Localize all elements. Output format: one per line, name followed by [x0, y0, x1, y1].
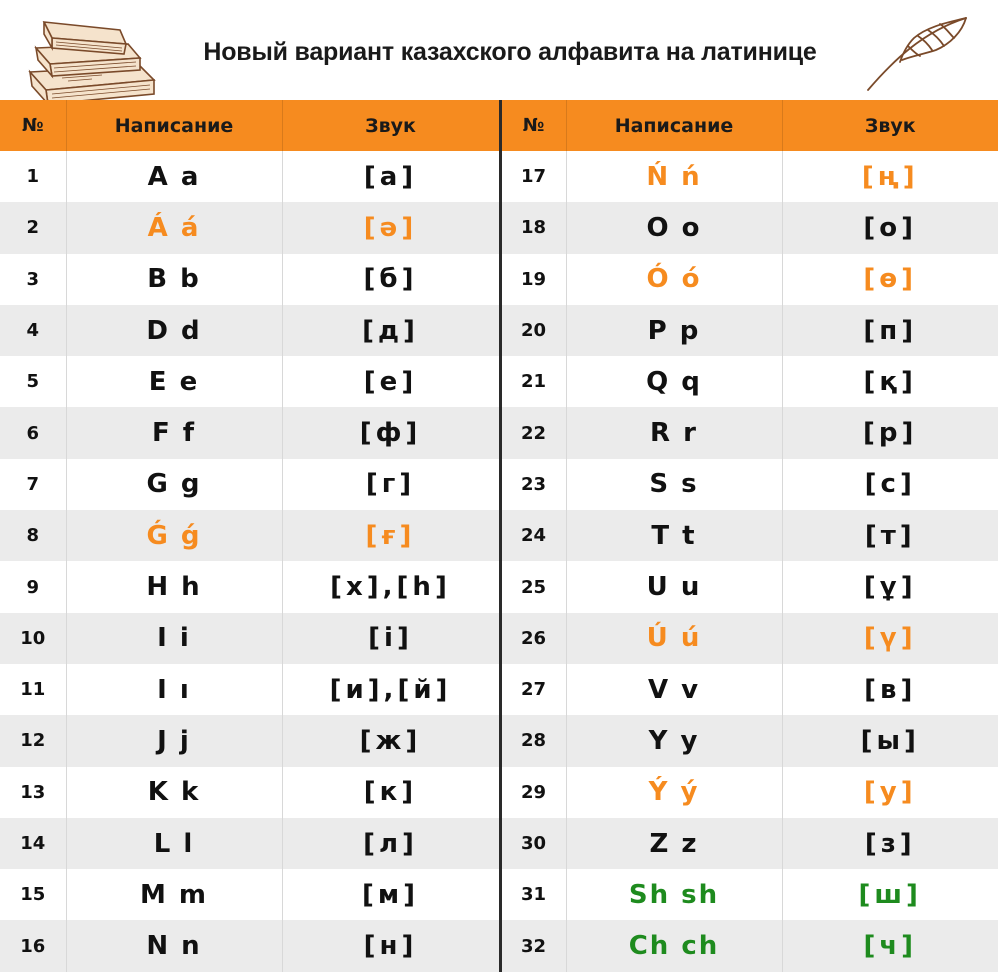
letter-number-right: 21: [500, 356, 566, 407]
letter-number-right: 18: [500, 202, 566, 253]
letter-sound-left: [д]: [282, 305, 500, 356]
letter-sound-left: [а]: [282, 151, 500, 202]
letter-number-right: 27: [500, 664, 566, 715]
letter-sound-left: [б]: [282, 254, 500, 305]
letter-spelling-left: J j: [66, 715, 282, 766]
letter-sound-right: [п]: [782, 305, 998, 356]
letter-number-right: 23: [500, 459, 566, 510]
alphabet-table: [0, 100, 998, 972]
letter-sound-right: [ұ]: [782, 561, 998, 612]
letter-sound-left: [м]: [282, 869, 500, 920]
header: [0, 0, 998, 100]
table-row: [0, 767, 998, 818]
letter-sound-left: [г]: [282, 459, 500, 510]
letter-number-right: 26: [500, 613, 566, 664]
letter-spelling-left: D d: [66, 305, 282, 356]
table-header-row: [0, 100, 998, 151]
letter-spelling-right: Ń ń: [566, 151, 782, 202]
feather-quill-icon: [862, 14, 972, 94]
letter-spelling-left: E e: [66, 356, 282, 407]
letter-sound-left: [л]: [282, 818, 500, 869]
letter-sound-right: [т]: [782, 510, 998, 561]
letter-spelling-right: Ch ch: [566, 920, 782, 971]
table-row: [0, 254, 998, 305]
table-row: [0, 920, 998, 971]
letter-number-right: 31: [500, 869, 566, 920]
letter-number-right: 32: [500, 920, 566, 971]
letter-sound-left: [к]: [282, 767, 500, 818]
letter-number-right: 29: [500, 767, 566, 818]
letter-sound-right: [в]: [782, 664, 998, 715]
letter-spelling-left: I ı: [66, 664, 282, 715]
letter-spelling-left: A a: [66, 151, 282, 202]
letter-sound-left: [ә]: [282, 202, 500, 253]
column-header-spelling-right: Написание: [566, 100, 782, 151]
table-row: [0, 613, 998, 664]
letter-number-right: 25: [500, 561, 566, 612]
table-row: [0, 202, 998, 253]
letter-sound-left: [ж]: [282, 715, 500, 766]
letter-spelling-right: Ú ú: [566, 613, 782, 664]
letter-sound-left: [ғ]: [282, 510, 500, 561]
letter-number-right: 24: [500, 510, 566, 561]
letter-spelling-right: R r: [566, 407, 782, 458]
letter-sound-left: [ф]: [282, 407, 500, 458]
letter-number-left: 15: [20, 884, 46, 906]
table-row: [0, 715, 998, 766]
letter-spelling-left: F f: [66, 407, 282, 458]
letter-number-left: 3: [26, 268, 40, 290]
letter-sound-left: [х],[һ]: [282, 561, 500, 612]
letter-spelling-left: H h: [66, 561, 282, 612]
table-row: [0, 869, 998, 920]
letter-number-left: 1: [26, 166, 40, 188]
letter-sound-right: [қ]: [782, 356, 998, 407]
letter-spelling-right: Y y: [566, 715, 782, 766]
letter-number-right: 22: [500, 407, 566, 458]
letter-sound-left: [е]: [282, 356, 500, 407]
letter-number-right: 17: [500, 151, 566, 202]
letter-spelling-left: Ǵ ǵ: [66, 510, 282, 561]
letter-spelling-left: N n: [66, 920, 282, 971]
letter-spelling-right: Z z: [566, 818, 782, 869]
letter-number-left: 7: [26, 473, 40, 495]
letter-sound-right: [ы]: [782, 715, 998, 766]
letter-number-left: 13: [20, 781, 46, 803]
letter-number-left: 4: [0, 305, 66, 356]
letter-number-left: 8: [0, 510, 66, 561]
letter-spelling-left: I i: [66, 613, 282, 664]
letter-spelling-right: T t: [566, 510, 782, 561]
letter-spelling-right: S s: [566, 459, 782, 510]
letter-number-left: 10: [0, 613, 66, 664]
letter-sound-left: [н]: [282, 920, 500, 971]
letter-spelling-left: Á á: [66, 202, 282, 253]
letter-number-right: 30: [500, 818, 566, 869]
letter-number-left: 14: [0, 818, 66, 869]
letter-spelling-right: U u: [566, 561, 782, 612]
letter-number-left: 12: [0, 715, 66, 766]
letter-sound-right: [ш]: [782, 869, 998, 920]
letter-number-left: 5: [26, 371, 40, 393]
letter-sound-right: [с]: [782, 459, 998, 510]
letter-spelling-right: O o: [566, 202, 782, 253]
letter-spelling-left: B b: [66, 254, 282, 305]
table-row: [0, 561, 998, 612]
letter-number-left: 16: [0, 920, 66, 971]
letter-spelling-left: K k: [66, 767, 282, 818]
letter-sound-right: [о]: [782, 202, 998, 253]
letter-spelling-right: Q q: [566, 356, 782, 407]
letter-number-right: 28: [500, 715, 566, 766]
letter-sound-right: [у]: [782, 767, 998, 818]
letter-sound-left: [і]: [282, 613, 500, 664]
table-row: [0, 305, 998, 356]
table-row: [0, 356, 998, 407]
letter-number-left: 2: [0, 202, 66, 253]
letter-sound-right: [з]: [782, 818, 998, 869]
table-row: [0, 510, 998, 561]
column-header-num-right: №: [500, 100, 566, 151]
letter-number-right: 19: [500, 254, 566, 305]
column-header-sound-right: Звук: [782, 100, 998, 151]
letter-spelling-left: M m: [66, 869, 282, 920]
table-row: [0, 664, 998, 715]
table-row: [0, 459, 998, 510]
letter-spelling-right: P p: [566, 305, 782, 356]
letter-number-right: 20: [500, 305, 566, 356]
letter-spelling-left: L l: [66, 818, 282, 869]
letter-spelling-right: V v: [566, 664, 782, 715]
letter-sound-right: [ч]: [782, 920, 998, 971]
letter-number-left: 9: [26, 576, 40, 598]
column-header-sound-left: Звук: [282, 100, 500, 151]
column-header-num-left: №: [0, 100, 66, 151]
letter-spelling-right: Ó ó: [566, 254, 782, 305]
column-header-spelling-left: Написание: [66, 100, 282, 151]
table-row: [0, 818, 998, 869]
letter-sound-right: [ө]: [782, 254, 998, 305]
letter-number-left: 11: [20, 679, 46, 701]
letter-spelling-right: Sh sh: [566, 869, 782, 920]
letter-sound-left: [и],[й]: [282, 664, 500, 715]
letter-sound-right: [ң]: [782, 151, 998, 202]
letter-spelling-left: G g: [66, 459, 282, 510]
table-row: [0, 407, 998, 458]
letter-sound-right: [р]: [782, 407, 998, 458]
table-row: [0, 151, 998, 202]
letter-number-left: 6: [0, 407, 66, 458]
letter-spelling-right: Ý ý: [566, 767, 782, 818]
page-title: Новый вариант казахского алфавита на латинице: [203, 38, 817, 66]
letter-sound-right: [ү]: [782, 613, 998, 664]
